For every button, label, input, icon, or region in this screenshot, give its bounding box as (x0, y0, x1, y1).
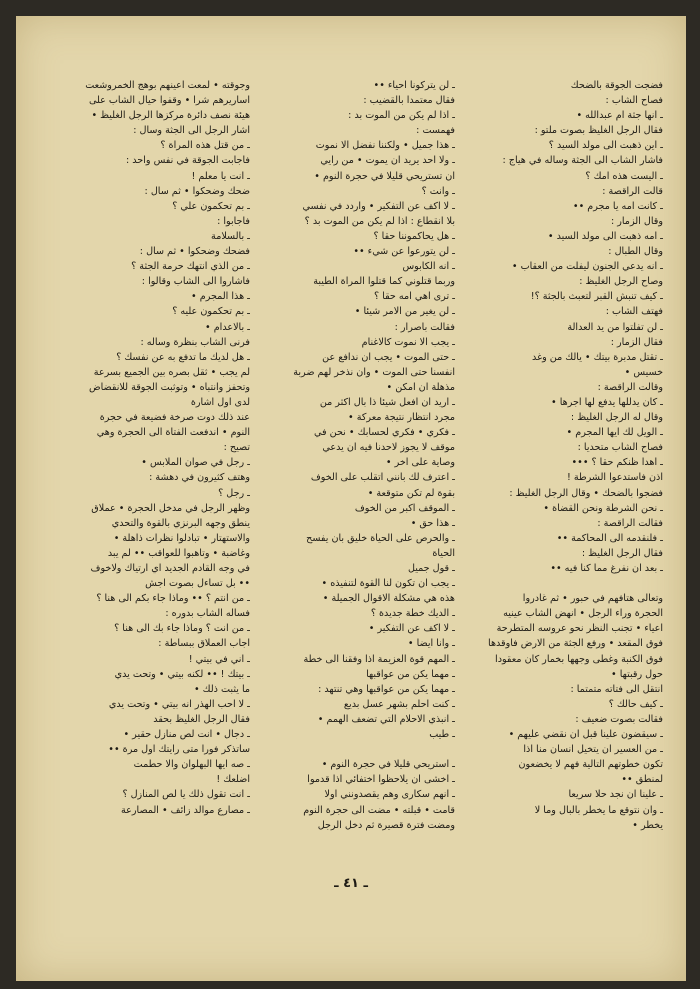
text-line: ـ كيف حالك ؟ (608, 698, 663, 710)
text-line: ـ بالسلامة (211, 230, 250, 242)
text-line: ـ الديك خطة جديدة ؟ (370, 608, 455, 620)
text-line: اعياء • تجنب النظر نحو عروسه المتطرحة (496, 623, 663, 635)
text-line: اساريرهم شرا • وقفوا حيال الشاب على (88, 95, 250, 107)
text-line: وقال له الرجل الغليظ : (570, 412, 663, 424)
text-line: ـ بم تحكمون عليه ؟ (172, 306, 250, 318)
text-line: يخطر • (632, 819, 663, 831)
text-line: فقالت بصوت ضعيف : (575, 713, 663, 725)
text-line: فوق المقعد • ورفع الجثة من الارض فاوقدها (488, 638, 663, 650)
text-line: ـ الموقف اكبر من الخوف (354, 502, 455, 514)
text-line: اضلعك ! (216, 774, 250, 786)
text-line (475, 576, 663, 591)
text-line: لم يجب • ثقل بصره بين الجميع بسرعة (93, 366, 250, 378)
text-line: بلا انقطاع : اذا لم يكن من الموت بد ؟ (304, 215, 455, 227)
text-line: ـ بالاعدام • (205, 321, 250, 333)
text-line: ـ وان نتوقع ما يخطر بالبال وما لا (534, 804, 663, 816)
text-line: فقال الرجل الغليظ : (581, 547, 663, 559)
text-line: ـ كنت احلم بشهر عسل بديع (343, 698, 455, 710)
text-line: ـ هل يحاكموننا حقا ؟ (373, 230, 455, 242)
text-line: ـ لا اكف عن التفكير • (368, 623, 455, 635)
text-line: ـ نحن الشرطة ونحن القضاة • (543, 502, 663, 514)
text-line: وقال الزمار : (610, 215, 663, 227)
text-line: ـ كيف تنبش القبر لتعبث بالجثة ؟! (530, 291, 663, 303)
text-line: وجوقته • لمعت اعينهم بوهج الخمروشعت (85, 80, 250, 91)
text-line: قالت الراقصة : (602, 185, 663, 197)
text-line: ـ هذا حق • (410, 517, 455, 529)
text-line: ينطق وجهه البرنزي بالقوة والتحدي (111, 517, 250, 529)
text-line: ـ لن يغير من الامر شيئا • (354, 306, 455, 318)
text-line: ـ اريد ان افعل شيئا ذا بال اكثر من (319, 396, 455, 408)
text-line: ـ رجل في صوان الملابس • (141, 457, 250, 469)
text-line: ـ انهم سكارى وهم يقصدونني اولا (324, 789, 455, 801)
text-line: ـ من انت ؟ وماذا جاء بك الى هنا ؟ (114, 623, 250, 635)
text-line: هيئة نصف دائرة مركزها الرجل الغليظ • (91, 110, 250, 122)
text-line: اجاب العملاق ببساطة : (158, 638, 250, 650)
text-line: فقال الرجل الغليظ بصوت ملتو : (534, 125, 663, 137)
text-line: انفسنا حتى الموت • وان نذخر لهم ضربة (293, 366, 455, 378)
text-line: ـ فكري • فكري لحسابك • نحن في (314, 427, 455, 439)
text-line: ـ علينا ان نجد حلا سريعا (568, 789, 663, 801)
text-line: •• بل تساءل بصوت اجش (145, 578, 250, 590)
text-line: موقف لا يجوز لاحدنا فيه ان يدعي (322, 442, 455, 454)
text-line (255, 742, 455, 757)
text-line: ـ بعد ان نفرغ مما كنا فيه •• (550, 563, 663, 574)
text-line: ـ لن يتركونا احياء •• (373, 80, 455, 91)
text-line: فاجابوا : (217, 215, 250, 227)
text-line: ـ حتى الموت • يجب ان ندافع عن (322, 351, 455, 363)
text-line: حول رقبتها • (611, 668, 663, 680)
text-line: ـ اخشى ان يلاحظوا اختفائي اذا قدموا (307, 774, 455, 786)
text-line: وغاضبة • وتاهبوا للعواقب •• لم يبد (107, 547, 250, 559)
text-line: فرنى الشاب بنظرة وساله : (140, 336, 250, 348)
text-line: تصيح : (223, 442, 250, 454)
text-line: ـ مهما يكن من عواقبها وهي تنتهد : (318, 683, 455, 695)
text-line: وقال الطبال : (608, 246, 663, 258)
text-line: ـ وانا ايضا • (407, 638, 455, 650)
text-line: فهمست : (416, 125, 455, 137)
text-line: في وجه القادم الجديد اي ارتياك ولاخوف (90, 563, 250, 574)
text-column-left (58, 78, 250, 818)
text-line: خسيس • (624, 366, 663, 378)
text-line: فصاح الشاب : (605, 95, 663, 107)
text-line: ـ مهما يكن من عواقبها (366, 668, 455, 680)
text-line: فضحك وضحكوا • ثم سال : (139, 246, 250, 258)
text-line: هذه هي مشكلة الاقوال الجميلة • (322, 593, 455, 605)
text-line: فقال الزمار : (610, 336, 663, 348)
text-line: اذن فاستدعوا الشرطة ! (566, 472, 663, 484)
magazine-page (16, 16, 686, 981)
text-line: ـ من العسير ان يتخيل انسان منا اذا (523, 744, 663, 756)
text-line: ـ استريحي قليلا في حجرة النوم • (321, 759, 455, 771)
text-line: ـ انت يا معلم ! (191, 170, 250, 182)
text-line: ـ لن تفلتوا من يد العدالة (567, 321, 663, 333)
text-line: ـ طيب (429, 729, 455, 741)
text-line: لمنطق •• (621, 774, 663, 786)
text-line: ـ انه الكابوس (402, 261, 455, 273)
text-line: فصاح الشاب متحديا : (577, 442, 663, 454)
text-line: فقال معتمدا بالقضيب : (363, 95, 455, 107)
text-line: فقالت باصرار : (394, 321, 455, 333)
text-line: ـ هل لديك ما تدفع به عن نفسك ؟ (116, 351, 250, 363)
text-line: قامت • قبلته • مضت الى حجرة النوم (303, 804, 455, 816)
text-line: ـ كان يدللها يدفع لها اجرها • (551, 396, 663, 408)
text-line: ـ يجب الا نموت كالاغنام (361, 336, 455, 348)
text-line: لدى اول اشارة (190, 396, 250, 408)
text-line: ـ انه يدعي الجنون ليفلت من العقاب • (511, 261, 663, 273)
text-line: ـ هذا جميل • ولكننا نفضل الا نموت (315, 140, 455, 152)
text-line: ـ سيقضون علينا قبل ان نقضي عليهم • (508, 729, 663, 741)
text-line: ـ المهم قوة العزيمة اذا وفقنا الى خطة (303, 653, 455, 665)
text-line: ـ هذا المجرم • (191, 291, 250, 303)
text-line: عند ذلك دوت صرخة فضيعة في حجرة (99, 412, 250, 424)
text-line: ـ من انتم ؟ •• وماذا جاء بكم الى هنا ؟ (96, 593, 250, 605)
text-column-middle (255, 78, 455, 833)
text-line: فهتف الشاب : (605, 306, 663, 318)
text-line: ـ رجل ؟ (218, 487, 250, 499)
text-line: وربما قتلوني كما قتلوا المراة الطيبة (313, 276, 455, 288)
text-line: ومضت فترة قصيرة ثم دخل الرجل (317, 819, 455, 831)
text-line: ان تستريحي قليلا في حجرة النوم • (314, 170, 455, 182)
text-line: ساتذكر فورا متى رايتك اول مرة •• (108, 744, 250, 756)
text-line: تكون خطوتهم التالية فهم لا يخضعون (518, 759, 663, 771)
text-line: ـ والحرص على الحياة خليق بان يفسح (306, 532, 455, 544)
text-line: فضجت الجوقة بالضحك (570, 80, 663, 91)
text-line: ـ من الذي انتهك حرمة الجثة ؟ (131, 261, 250, 273)
text-line: ـ لا احب الهذر انه بيتي • وتحت يدي (108, 698, 250, 710)
text-line: والاستهتار • تبادلوا نظرات ذاهلة • (113, 532, 250, 544)
text-line: ـ بيتك ! •• لكنه بيتي • وتحت يدي (114, 668, 250, 680)
text-line: ـ انت تقول ذلك يا لص المنازل ؟ (122, 789, 250, 801)
text-line: وهتف كثيرون في دهشة : (149, 472, 250, 484)
text-line: ـ فلنقدمه الى المحاكمة •• (556, 532, 663, 544)
text-line: فاشار الشاب الى الجثة وساله في هياج : (502, 155, 663, 167)
text-column-right (475, 78, 663, 833)
text-line: وتعالى هتافهم في حبور • ثم غادروا (522, 593, 663, 605)
text-line: ـ دجال • انت لص منازل حقير • (123, 729, 250, 741)
text-line: ـ صه ايها البهلوان والا حطمت (133, 759, 250, 771)
text-line: اشار الرجل الى الجثة وسال : (133, 125, 250, 137)
text-line: ـ ترى اهي امه حقا ؟ (374, 291, 455, 303)
text-line: انتقل الى فتاته متمتما : (570, 683, 663, 695)
text-line: ـ اهدا ظنكم حقا ؟ ••• (571, 457, 663, 469)
text-line: فاجابت الجوقة في نفس واحد : (125, 155, 250, 167)
text-line: ـ وانت ؟ (421, 185, 455, 197)
text-line: ـ ولا احد يريد ان يموت • من رايي (320, 155, 455, 167)
text-line: بقوة لم تكن متوقعة • (367, 487, 455, 499)
text-line: ـ لا اكف عن التفكير • واردد في نفسي (302, 200, 455, 212)
text-line: فوق الكنبة وغطى وجهها بخمار كان معقودا (495, 653, 663, 665)
text-line: ـ مصارع موالد زائف • المصارعة (121, 804, 250, 816)
text-line: وظهر الرجل في مدخل الحجرة • عملاق (91, 502, 250, 514)
text-line: النوم • اندفعت الفتاة الى الحجرة وهي (96, 427, 250, 439)
text-line: ـ انها جثة ام عبدالله • (576, 110, 663, 122)
text-line: ـ الويل لك ايها المجرم • (566, 427, 663, 439)
text-line: وقالت الراقصة : (597, 381, 663, 393)
text-line: ـ اني في بيتي ! (188, 653, 250, 665)
text-line: مجرد انتظار نتيجة معركة • (348, 412, 455, 424)
text-line: ـ تقتل مدبرة بيتك • يالك من وغد (532, 351, 663, 363)
page-number: ـ ٤١ ـ (334, 876, 368, 891)
text-line: ـ من قتل هذه المراة ؟ (160, 140, 250, 152)
text-line: فاشاروا الى الشاب وقالوا : (141, 276, 250, 288)
text-line: ما يثبت ذلك • (193, 683, 250, 695)
text-line: الحجرة وراء الرجل • انهض الشاب عينيه (503, 608, 663, 620)
text-line: فساله الشاب بدوره : (165, 608, 250, 620)
text-line: ـ اليست هذه امك ؟ (585, 170, 663, 182)
text-line: ـ امه ذهبت الى مولد السيد • (547, 230, 663, 242)
text-line: وصاح الرجل الغليظ : (579, 276, 663, 288)
text-line: ـ كانت امه يا مجرم •• (572, 200, 663, 212)
text-line: فقال الرجل الغليظ بحقد (153, 713, 250, 725)
text-line: ـ قول جميل (407, 563, 455, 574)
text-line: ـ اذا لم يكن من الموت بد : (348, 110, 455, 122)
text-line: ـ انبذي الاحلام التي تضعف الهمم • (317, 713, 455, 725)
text-line: وتحفز وانتباه • وتوثبت الجوقة للانقضاض (89, 381, 250, 393)
text-line: مذهلة ان امكن • (386, 381, 455, 393)
text-line: ـ اعترف لك بانني اتقلب على الخوف (310, 472, 455, 484)
text-line: ـ لن يتورعوا عن شيء •• (353, 246, 455, 258)
text-line: الحياة (432, 547, 455, 559)
text-line: ـ اين ذهبت الى مولد السيد ؟ (548, 140, 663, 152)
text-line: فضجوا بالضحك • وقال الرجل الغليظ : (509, 487, 663, 499)
text-line: ـ يجب ان تكون لنا القوة لتنفيذه • (321, 578, 455, 590)
text-line: وصاية على اخر • (385, 457, 455, 469)
text-line: ـ بم تحكمون علي ؟ (172, 200, 250, 212)
text-line: ضحك وضحكوا • ثم سال : (144, 185, 250, 197)
text-line: فقالت الراقصة : (597, 517, 663, 529)
